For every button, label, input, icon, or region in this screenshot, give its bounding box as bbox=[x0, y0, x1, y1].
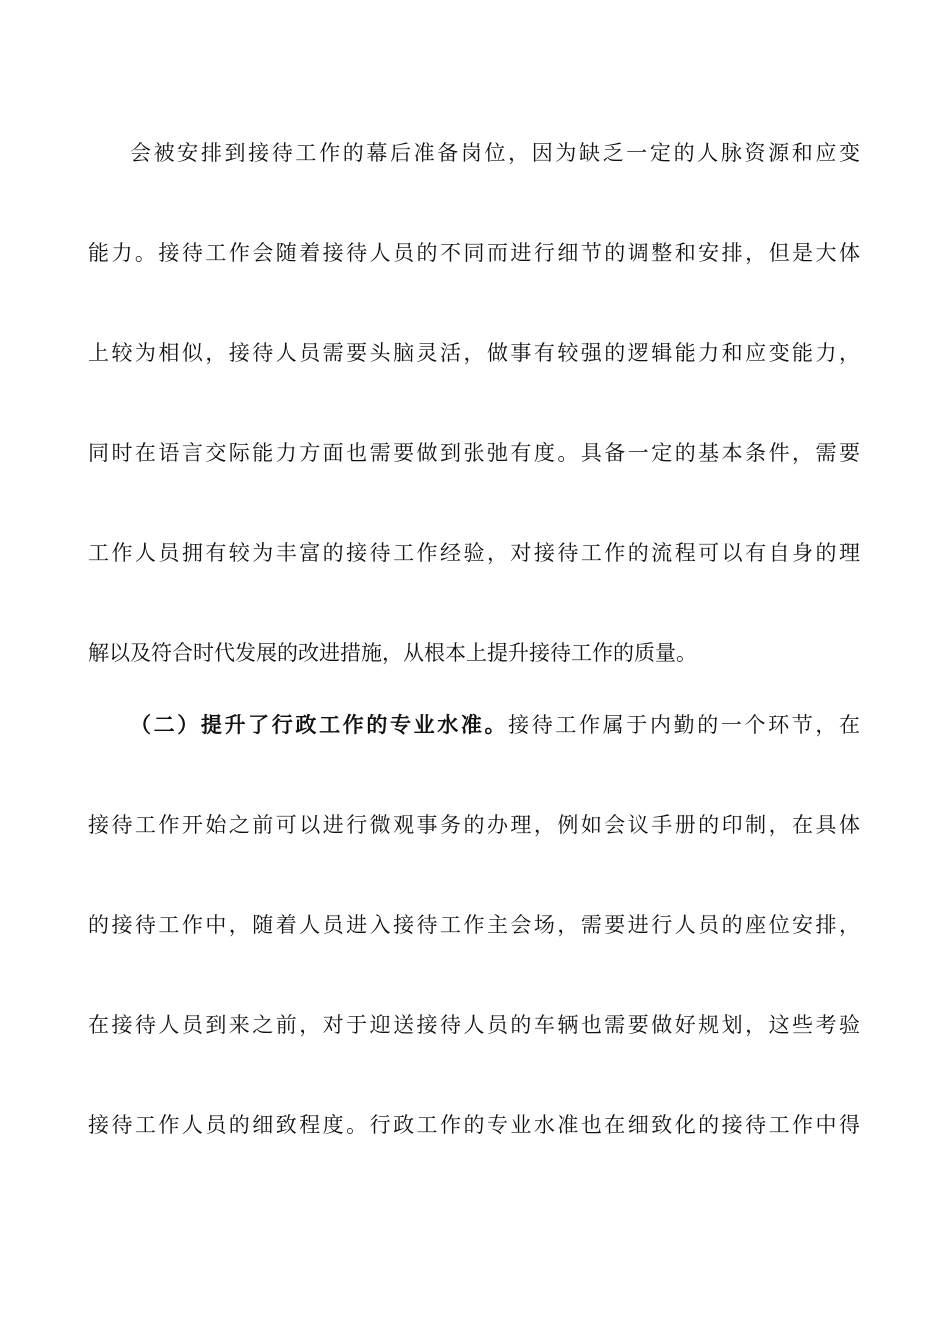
section-2-line-4: 在接待人员到来之前，对于迎送接待人员的车辆也需要做好规划，这些考验 bbox=[88, 1013, 860, 1037]
paragraph-line-3: 上较为相似，接待人员需要头脑灵活，做事有较强的逻辑能力和应变能力， bbox=[88, 341, 860, 365]
paragraph-line-4: 同时在语言交际能力方面也需要做到张弛有度。具备一定的基本条件，需要 bbox=[88, 441, 860, 465]
section-2-first-line bbox=[130, 708, 860, 742]
section-2-line-2: 接待工作开始之前可以进行微观事务的办理，例如会议手册的印制，在具体 bbox=[88, 813, 860, 837]
paragraph-line-5: 工作人员拥有较为丰富的接待工作经验，对接待工作的流程可以有自身的理 bbox=[88, 541, 860, 565]
paragraph-line-1: 会被安排到接待工作的幕后准备岗位，因为缺乏一定的人脉资源和应变 bbox=[130, 141, 860, 165]
paragraph-line-2: 能力。接待工作会随着接待人员的不同而进行细节的调整和安排，但是大体 bbox=[88, 241, 860, 265]
paragraph-line-6: 解以及符合时代发展的改进措施，从根本上提升接待工作的质量。 bbox=[88, 641, 697, 665]
section-2-text-start: 接待工作属于内勤的一个环节，在 bbox=[508, 713, 861, 737]
section-2-line-3: 的接待工作中，随着人员进入接待工作主会场，需要进行人员的座位安排， bbox=[88, 913, 860, 937]
section-heading: （二）提升了行政工作的专业水准。 bbox=[130, 712, 509, 737]
section-2-line-5: 接待工作人员的细致程度。行政工作的专业水准也在细致化的接待工作中得 bbox=[88, 1113, 860, 1137]
